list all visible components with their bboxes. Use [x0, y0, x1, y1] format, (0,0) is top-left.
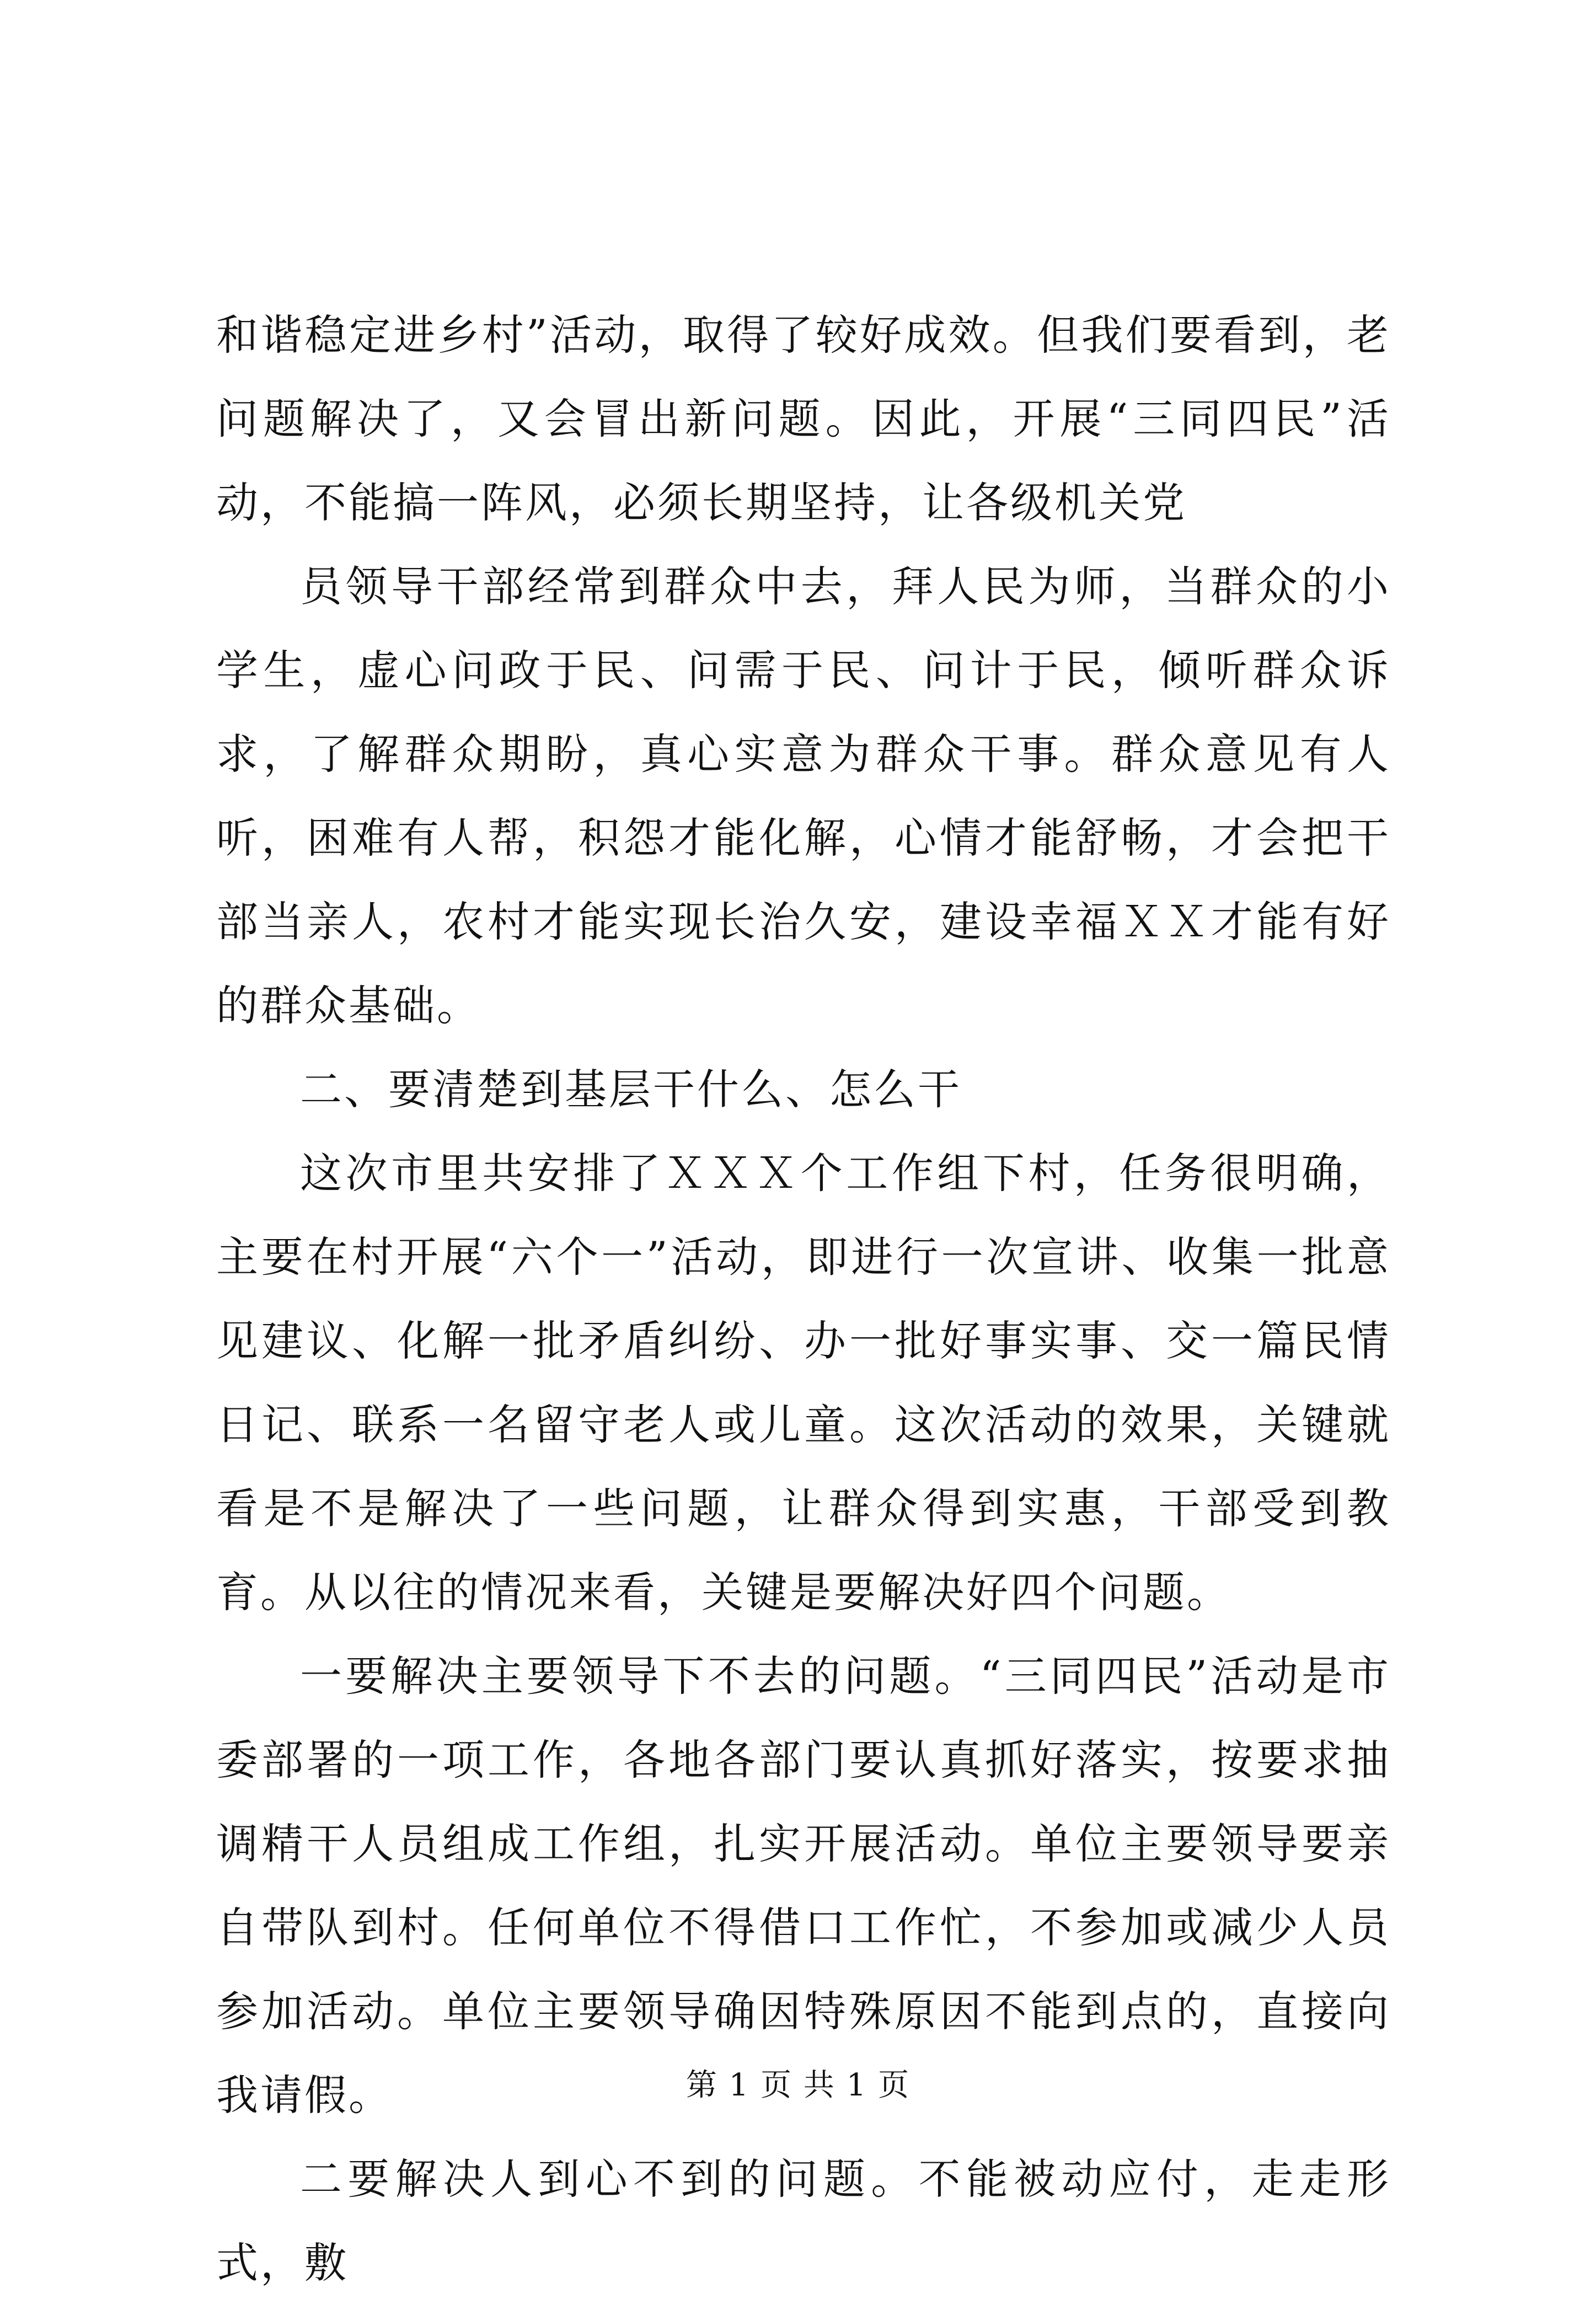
paragraph-3: 这次市里共安排了ＸＸＸ个工作组下村，任务很明确，主要在村开展“六个一”活动，即进行一次宣讲、收集一批意见建议、化解一批矛盾纠纷、办一批好事实事、交一篇民情日记、联系一名留守老人或儿童。这次活动的效果，关键就看是不是解决了一些问题，让群众得到实惠，干部受到教育。从以往的情况来看，关键是要解决好四个问题。: [216, 1149, 1391, 1617]
paragraph-5: 二要解决人到心不到的问题。不能被动应付，走走形式，敷: [216, 2154, 1391, 2287]
paragraph-4: 一要解决主要领导下不去的问题。“三同四民”活动是市委部署的一项工作，各地各部门要认真抓好落实，按要求抽调精干人员组成工作组，扎实开展活动。单位主要领导要亲自带队到村。任何单位不得借口工作忙，不参加或减少人员参加活动。单位主要领导确因特殊原因不能到点的，直接向我请假。: [216, 1652, 1391, 2120]
section-heading: 二、要清楚到基层干什么、怎么干: [300, 1065, 962, 1114]
document-body: [216, 293, 1391, 2305]
page-footer: 第 1 页 共 1 页: [685, 2067, 911, 2103]
paragraph-2: 员领导干部经常到群众中去，拜人民为师，当群众的小学生，虚心问政于民、问需于民、问计于民，倾听群众诉求，了解群众期盼，真心实意为群众干事。群众意见有人听，困难有人帮，积怨才能化解，心情才能舒畅，才会把干部当亲人，农村才能实现长治久安，建设幸福ＸＸ才能有好的群众基础。: [216, 562, 1391, 1030]
paragraph-1: 和谐稳定进乡村”活动，取得了较好成效。但我们要看到，老问题解决了，又会冒出新问题。因此，开展“三同四民”活动，不能搞一阵风，必须长期坚持，让各级机关党: [216, 310, 1391, 527]
